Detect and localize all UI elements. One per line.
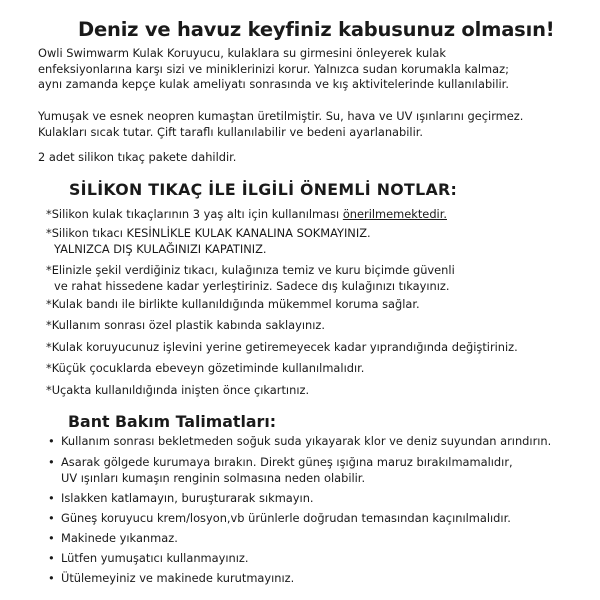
bullet-icon: • — [48, 434, 55, 448]
care-line: Makinede yıkanmaz. — [61, 531, 178, 545]
material-line: Kulakları sıcak tutar. Çift taraflı kullanılabilir ve bedeni ayarlanabilir. — [38, 124, 424, 139]
page-title: Deniz ve havuz keyfiniz kabusunuz olmasın! — [78, 18, 555, 41]
intro-line: enfeksiyonlarına karşı sizi ve miniklerinizi korur. Yalnızca sudan korumakla kalmaz; — [38, 61, 509, 76]
note-item — [46, 318, 325, 334]
note-item — [46, 340, 518, 356]
care-item — [48, 455, 513, 486]
care-line: Güneş koruyucu krem/losyon,vb ürünlerle doğrudan temasından kaçınılmalıdır. — [61, 511, 511, 525]
intro-line: Owli Swimwarm Kulak Koruyucu, kulaklara su girmesini önleyerek kulak — [38, 46, 446, 60]
included-note — [38, 150, 598, 166]
care-line: Asarak gölgede kurumaya bırakın. Direkt güneş ışığına maruz bırakılmamalıdır, — [61, 455, 513, 469]
note-item — [46, 383, 309, 399]
note-item — [46, 361, 364, 377]
bullet-icon: • — [48, 571, 55, 585]
care-item — [48, 551, 249, 567]
note-line: YALNIZCA DIŞ KULAĞINIZI KAPATINIZ. — [54, 241, 267, 256]
material-paragraph — [38, 109, 598, 140]
care-line: UV ışınları kumaşın renginin solmasına neden olabilir. — [61, 470, 366, 485]
note-line: *Kullanım sonrası özel plastik kabında saklayınız. — [46, 318, 325, 332]
care-item — [48, 571, 294, 587]
care-item — [48, 511, 511, 527]
note-line: *Elinizle şekil verdiğiniz tıkacı, kulağınıza temiz ve kuru biçimde güvenli — [46, 263, 455, 277]
care-line: Islakken katlamayın, buruşturarak sıkmayın. — [61, 491, 314, 505]
note-line: *Küçük çocuklarda ebeveyn gözetiminde kullanılmalıdır. — [46, 361, 365, 375]
bullet-icon: • — [48, 455, 55, 469]
note-item — [46, 263, 455, 294]
care-line: Lütfen yumuşatıcı kullanmayınız. — [61, 551, 249, 565]
note-text: *Silikon kulak tıkaçlarının 3 yaş altı için kullanılması — [46, 207, 343, 221]
intro-line: aynı zamanda kepçe kulak ameliyatı sonrasında ve kış aktivitelerinde kullanılabilir. — [38, 77, 509, 91]
care-line: Kullanım sonrası bekletmeden soğuk suda yıkayarak klor ve deniz suyundan arındırın. — [61, 434, 552, 448]
bullet-icon: • — [48, 511, 55, 525]
note-line: ve rahat hissedene kadar yerleştiriniz. Sadece dış kulağınızı tıkayınız. — [54, 278, 450, 293]
care-line: Ütülemeyiniz ve makinede kurutmayınız. — [61, 571, 295, 585]
bullet-icon: • — [48, 491, 55, 505]
notes-heading: SİLİKON TIKAÇ İLE İLGİLİ ÖNEMLİ NOTLAR: — [69, 180, 458, 199]
care-item — [48, 531, 178, 547]
bullet-icon: • — [48, 531, 55, 545]
note-line: *Kulak koruyucunuz işlevini yerine getiremeyecek kadar yıprandığında değiştiriniz. — [46, 340, 518, 354]
note-line: *Kulak bandı ile birlikte kullanıldığında mükemmel koruma sağlar. — [46, 297, 420, 311]
note-line: *Uçakta kullanıldığında inişten önce çıkartınız. — [46, 383, 310, 397]
intro-paragraph — [38, 46, 598, 93]
care-item — [48, 434, 551, 450]
note-item — [46, 207, 447, 223]
included-text: 2 adet silikon tıkaç pakete dahildir. — [38, 150, 237, 164]
note-underlined-text: önerilmemektedir. — [342, 207, 447, 221]
material-line: Yumuşak ve esnek neopren kumaştan üretilmiştir. Su, hava ve UV ışınlarını geçirmez. — [38, 109, 524, 123]
note-item — [46, 297, 420, 313]
care-heading: Bant Bakım Talimatları: — [68, 412, 277, 431]
bullet-icon: • — [48, 551, 55, 565]
note-item — [46, 226, 371, 257]
note-line: *Silikon tıkacı KESİNLİKLE KULAK KANALINA SOKMAYINIZ. — [46, 226, 371, 240]
care-item — [48, 491, 314, 507]
